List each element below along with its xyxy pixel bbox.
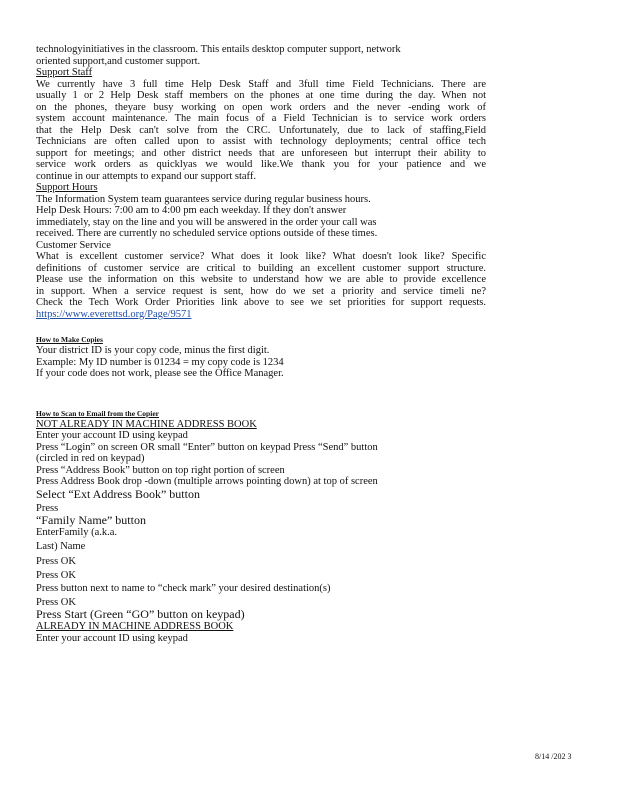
support-staff-line: service work orders as quicklyas we would like.We thank you for your patience and we — [36, 159, 486, 170]
scan-step: (circled in red on keypad) — [36, 453, 145, 464]
support-hours-line: Help Desk Hours: 7:00 am to 4:00 pm each weekday. If they don't answer — [36, 205, 347, 216]
customer-service-heading: Customer Service — [36, 239, 111, 251]
customer-service-line: in support. When a service request is sent, how do we set a priority and service timeli ne? — [36, 285, 486, 297]
copies-line: Example: My ID number is 01234 = my copy code is 1234 — [36, 356, 284, 368]
intro-line-2: oriented support,and customer support. — [36, 55, 201, 67]
support-staff-line: on the phones, theyare busy working on open work orders and the never -ending work of — [36, 101, 486, 113]
support-staff-line: support for meetings; and other district needs that are unforeseen but interrupt their ability to — [36, 147, 486, 159]
customer-service-line: Check the Tech Work Order Priorities link above to see we set priorities for support requests. — [36, 297, 486, 308]
customer-service-line: definitions of customer service are critical to building an excellent customer support structure. — [36, 262, 486, 274]
press-ok-step: Press OK — [36, 569, 76, 581]
press-ok-step: Press OK — [36, 556, 76, 567]
select-ext-address-book: Select “Ext Address Book” button — [36, 486, 200, 501]
copies-line: If your code does not work, please see the Office Manager. — [36, 368, 284, 379]
scan-heading: How to Scan to Email from the Copier — [36, 408, 159, 418]
check-mark-step: Press button next to name to “check mark” your desired destination(s) — [36, 583, 331, 594]
support-hours-line: The Information System team guarantees service during regular business hours. — [36, 193, 371, 205]
customer-service-line: Please use the information on this website to understand how we are able to provide excellence — [36, 274, 486, 285]
priorities-link[interactable]: https://www.everettsd.org/Page/9571 — [36, 308, 192, 320]
press-ok-step: Press OK — [36, 596, 76, 608]
scan-press: Press — [36, 502, 59, 514]
copies-heading: How to Make Copies — [36, 335, 103, 344]
scan-step: Press “Login” on screen OR small “Enter” button on keypad Press “Send” button — [36, 441, 378, 453]
customer-service-line: What is excellent customer service? What does it look like? What doesn't look like? Specific — [36, 251, 486, 262]
support-staff-line: usually 1 or 2 Help Desk staff members on the phones at one time during the day. When not — [36, 90, 486, 101]
enter-account-step: Enter your account ID using keypad — [36, 632, 188, 644]
not-in-address-book-heading: NOT ALREADY IN MACHINE ADDRESS BOOK — [36, 418, 257, 430]
support-staff-line: Technicians are often called upon to assist with technology deployments; central office tech — [36, 136, 486, 147]
last-name-step: Last) Name — [36, 540, 86, 552]
support-staff-line: continue in our attempts to expand our support staff. — [36, 170, 256, 182]
support-staff-line: that the Help Desk can't solve from the CRC. Unfortunately, due to lack of staffing,Field — [36, 124, 486, 136]
scan-step: Press “Address Book” button on top right portion of screen — [36, 464, 285, 476]
family-name-step: “Family Name” button — [36, 513, 146, 527]
page-stamp: 8/14 /202 3 — [535, 752, 572, 761]
support-staff-heading: Support Staff — [36, 67, 93, 78]
scan-step: Press Address Book drop -down (multiple arrows pointing down) at top of screen — [36, 476, 378, 487]
support-staff-line: We currently have 3 full time Help Desk Staff and 3full time Field Technicians. There are — [36, 78, 486, 90]
scan-step: Enter your account ID using keypad — [36, 430, 188, 441]
already-in-address-book-heading: ALREADY IN MACHINE ADDRESS BOOK — [36, 621, 234, 632]
intro-line-1: technologyinitiatives in the classroom. This entails desktop computer support, network — [36, 44, 401, 55]
enter-family-step: EnterFamily (a.k.a. — [36, 527, 118, 538]
support-hours-line: immediately, stay on the line and you will be answered in the order your call was — [36, 216, 377, 228]
support-hours-heading: Support Hours — [36, 182, 98, 193]
support-hours-line: received. There are currently no scheduled service options outside of these times. — [36, 228, 378, 239]
copies-line: Your district ID is your copy code, minus the first digit. — [36, 345, 270, 356]
support-staff-line: system account maintenance. The main focus of a Field Technician is to service work orders — [36, 113, 486, 124]
press-start-step: Press Start (Green “GO” button on keypad) — [36, 607, 245, 621]
document-page — [36, 44, 486, 644]
